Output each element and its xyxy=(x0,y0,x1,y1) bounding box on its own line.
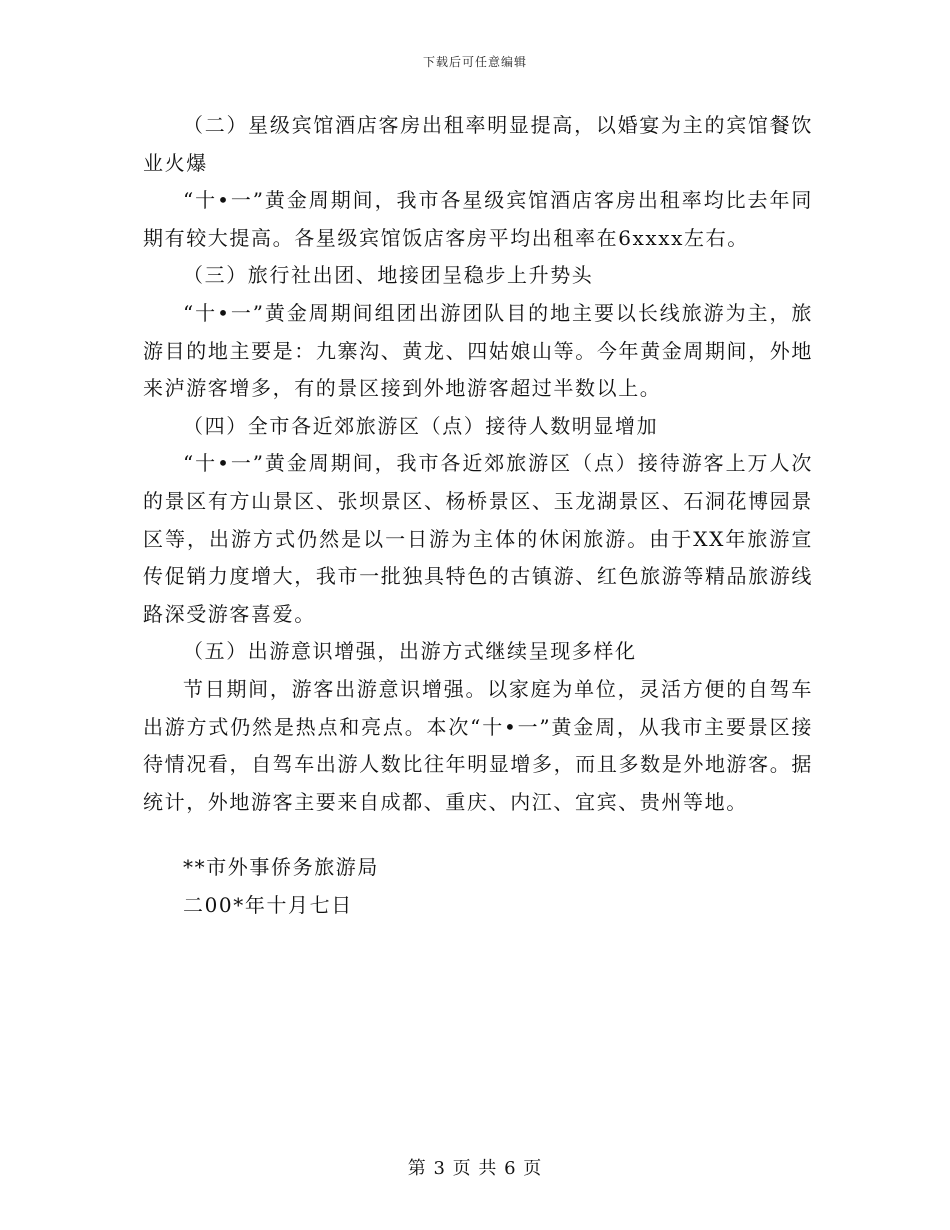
paragraph: “十•一”黄金周期间组团出游团队目的地主要以长线旅游为主，旅游目的地主要是：九寨沟、黄龙、四姑娘山等。今年黄金周期间，外地来泸游客增多，有的景区接到外地游客超过半数以上。 xyxy=(143,300,813,401)
page-number: 第 3 页 共 6 页 xyxy=(407,1158,543,1179)
paragraph: “十•一”黄金周期间，我市各星级宾馆酒店客房出租率均比去年同期有较大提高。各星级宾馆饭店客房平均出租率在6xxxx左右。 xyxy=(143,188,813,250)
paragraph: 节日期间，游客出游意识增强。以家庭为单位，灵活方便的自驾车出游方式仍然是热点和亮点。本次“十•一”黄金周，从我市主要景区接待情况看，自驾车出游人数比往年明显增多，而且多数是外地游客。据统计，外地游客主要来自成都、重庆、内江、宜宾、贵州等地。 xyxy=(143,676,813,814)
paragraph: “十•一”黄金周期间，我市各近郊旅游区（点）接待游客上万人次的景区有方山景区、张坝景区、杨桥景区、玉龙湖景区、石洞花博园景区等，出游方式仍然是以一日游为主体的休闲旅游。由于XX年旅游宣传促销力度增大，我市一批独具特色的古镇游、红色旅游等精品旅游线路深受游客喜爱。 xyxy=(143,451,813,626)
page-header: 下载后可任意编辑 xyxy=(422,55,527,69)
document-body xyxy=(143,107,813,821)
signature-date: 二00*年十月七日 xyxy=(183,892,353,917)
signature-block xyxy=(143,849,813,924)
section-heading-2: （二）星级宾馆酒店客房出租率明显提高，以婚宴为主的宾馆餐饮业火爆 xyxy=(143,113,813,175)
section-heading-5: （五）出游意识增强，出游方式继续呈现多样化 xyxy=(183,639,637,664)
section-heading-3: （三）旅行社出团、地接团呈稳步上升势头 xyxy=(183,263,594,288)
section-heading-4: （四）全市各近郊旅游区（点）接待人数明显增加 xyxy=(183,413,659,438)
signature-org: **市外事侨务旅游局 xyxy=(183,855,379,879)
